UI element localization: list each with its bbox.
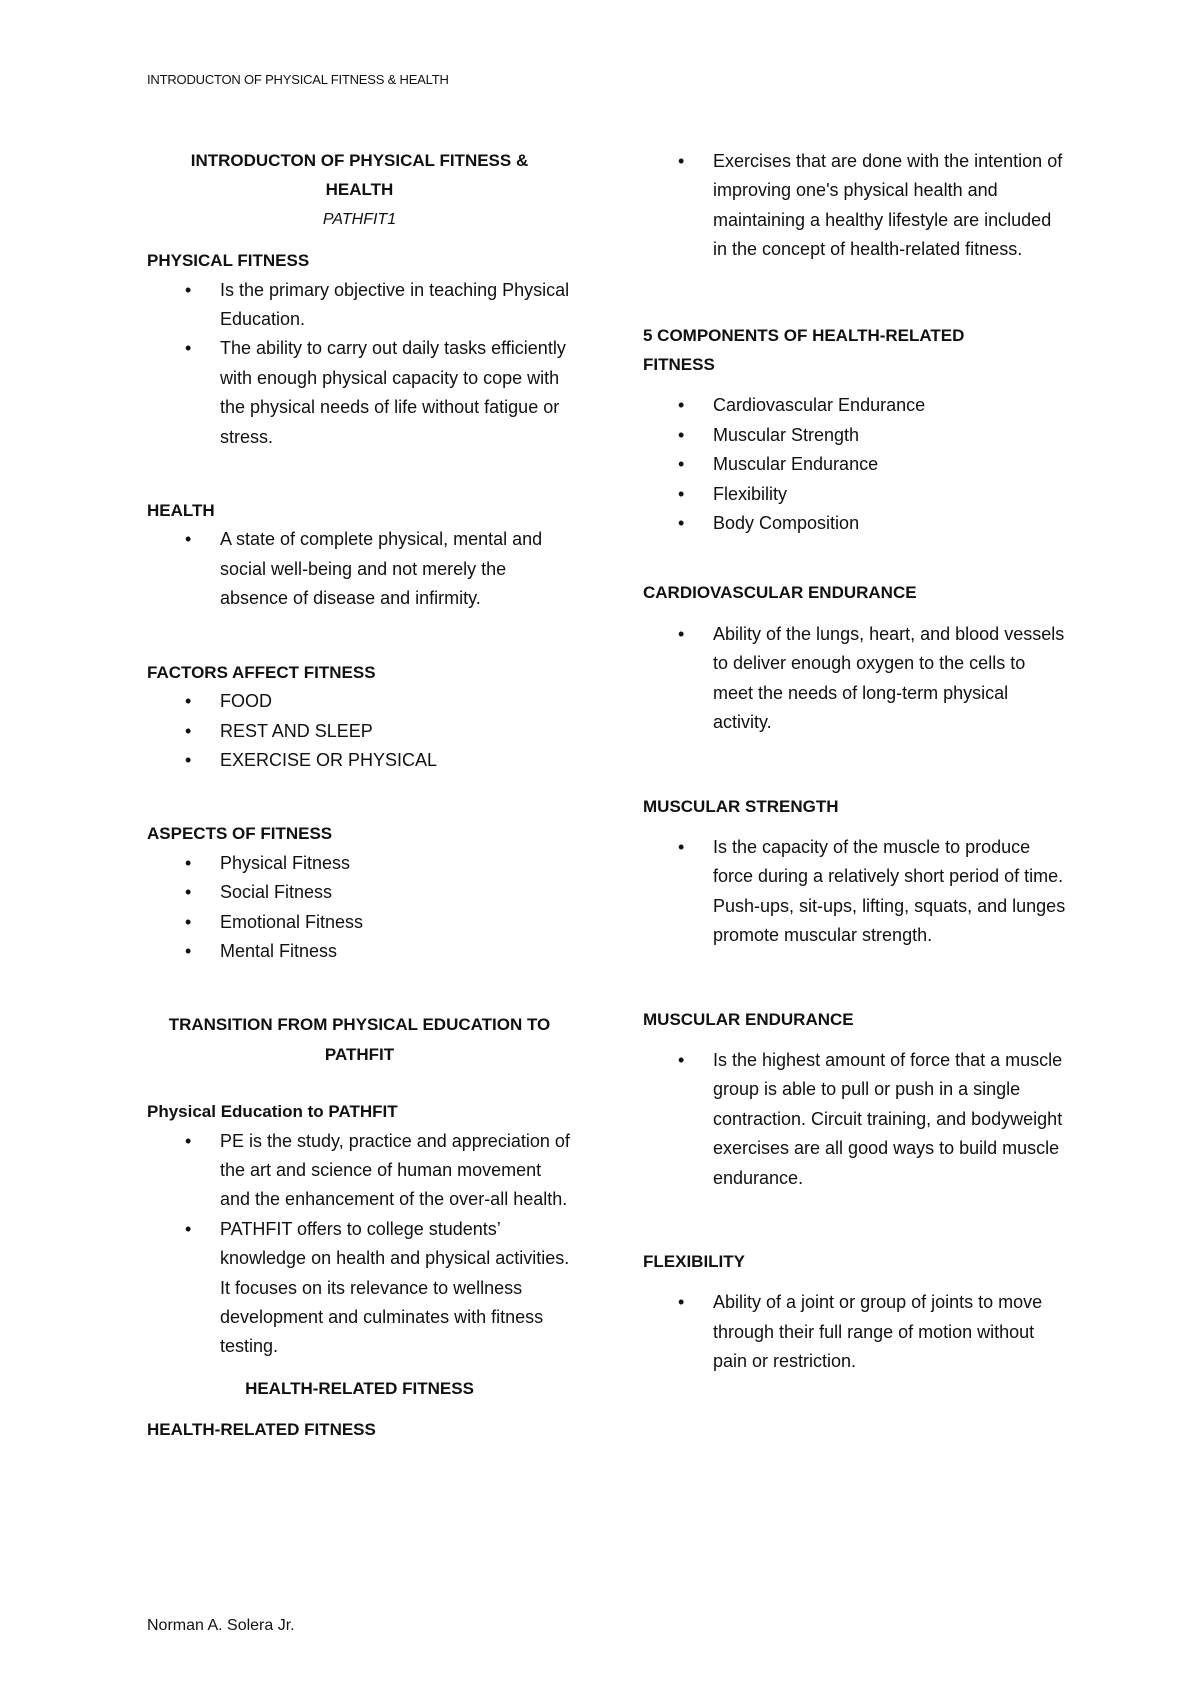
list-item: • Cardiovascular Endurance: [713, 391, 1068, 420]
components-list: [643, 391, 1068, 538]
section-heading-health: HEALTH: [147, 501, 215, 521]
strength-list: [643, 833, 1068, 951]
list-item: • Is the highest amount of force that a muscle group is able to pull or push in a single contraction. Circuit training, and bodyweight exercises are all good ways to build muscle endurance.: [713, 1046, 1068, 1193]
list-item: • Is the capacity of the muscle to produce force during a relatively short period of time. Push-ups, sit-ups, lifting, squats, and lunges promote muscular strength.: [713, 833, 1068, 951]
hrf-heading: HEALTH-RELATED FITNESS: [147, 1420, 376, 1440]
list-item: • Emotional Fitness: [220, 908, 572, 937]
section-heading-physical-fitness: PHYSICAL FITNESS: [147, 251, 310, 271]
list-item: • Physical Fitness: [220, 849, 572, 878]
list-item: • A state of complete physical, mental and social well-being and not merely the absence of disease and infirmity.: [220, 525, 572, 613]
list-item: • The ability to carry out daily tasks efficiently with enough physical capacity to cope with the physical needs of life without fatigue or stress.: [220, 334, 572, 452]
list-item: • Muscular Strength: [713, 421, 1068, 450]
physical-fitness-list: [147, 276, 572, 452]
factors-list: [147, 687, 572, 775]
page-footer: Norman A. Solera Jr.: [147, 1617, 295, 1634]
list-item: • Ability of a joint or group of joints to move through their full range of motion without pain or restriction.: [713, 1288, 1068, 1376]
list-item: • Social Fitness: [220, 878, 572, 907]
list-item: • EXERCISE OR PHYSICAL: [220, 746, 572, 775]
pe-to-pathfit-list: [147, 1127, 572, 1362]
hrf-center-heading: HEALTH-RELATED FITNESS: [245, 1378, 474, 1398]
left-column: [147, 146, 572, 1445]
doc-subtitle: PATHFIT1: [322, 210, 397, 228]
section-heading-flexibility: FLEXIBILITY: [643, 1251, 745, 1271]
list-item: • Flexibility: [713, 480, 1068, 509]
list-item: • PE is the study, practice and appreciation of the art and science of human movement and the enhancement of the over-all health.: [220, 1127, 572, 1215]
components-heading-line1: 5 COMPONENTS OF HEALTH-RELATED: [643, 325, 965, 345]
section-heading-pe-to-pathfit: Physical Education to PATHFIT: [147, 1102, 398, 1122]
list-item: • Is the primary objective in teaching Physical Education.: [220, 276, 572, 335]
section-heading-factors: FACTORS AFFECT FITNESS: [147, 662, 376, 682]
flexibility-list: [643, 1288, 1068, 1376]
list-item: • Mental Fitness: [220, 937, 572, 966]
section-heading-endurance: MUSCULAR ENDURANCE: [643, 1009, 854, 1029]
section-heading-aspects: ASPECTS OF FITNESS: [147, 824, 333, 844]
list-item: • REST AND SLEEP: [220, 717, 572, 746]
transition-heading-line1: TRANSITION FROM PHYSICAL EDUCATION TO: [168, 1015, 551, 1035]
doc-title-line1: INTRODUCTON OF PHYSICAL FITNESS &: [190, 151, 529, 170]
list-item: • Exercises that are done with the intention of improving one's physical health and maintaining a healthy lifestyle are included in the concept of health-related fitness.: [713, 147, 1068, 265]
section-heading-strength: MUSCULAR STRENGTH: [643, 796, 839, 816]
list-item: • FOOD: [220, 687, 572, 716]
aspects-list: [147, 849, 572, 967]
cardio-list: [643, 620, 1068, 738]
section-heading-cardio: CARDIOVASCULAR ENDURANCE: [643, 583, 917, 603]
list-item: • Muscular Endurance: [713, 450, 1068, 479]
page-header: INTRODUCTON OF PHYSICAL FITNESS & HEALTH: [147, 72, 449, 87]
list-item: • Ability of the lungs, heart, and blood vessels to deliver enough oxygen to the cells to meet the needs of long-term physical activity.: [713, 620, 1068, 738]
transition-heading-line2: PATHFIT: [324, 1044, 395, 1064]
hrf-intro-list: [643, 147, 1068, 265]
health-list: [147, 525, 572, 613]
components-heading-line2: FITNESS: [643, 355, 715, 375]
right-column: [643, 147, 1068, 1377]
list-item: • Body Composition: [713, 509, 1068, 538]
endurance-list: [643, 1046, 1068, 1193]
list-item: • PATHFIT offers to college students’ knowledge on health and physical activities. It focuses on its relevance to wellness development and culminates with fitness testing.: [220, 1215, 572, 1362]
doc-title-line2: HEALTH: [325, 180, 394, 200]
